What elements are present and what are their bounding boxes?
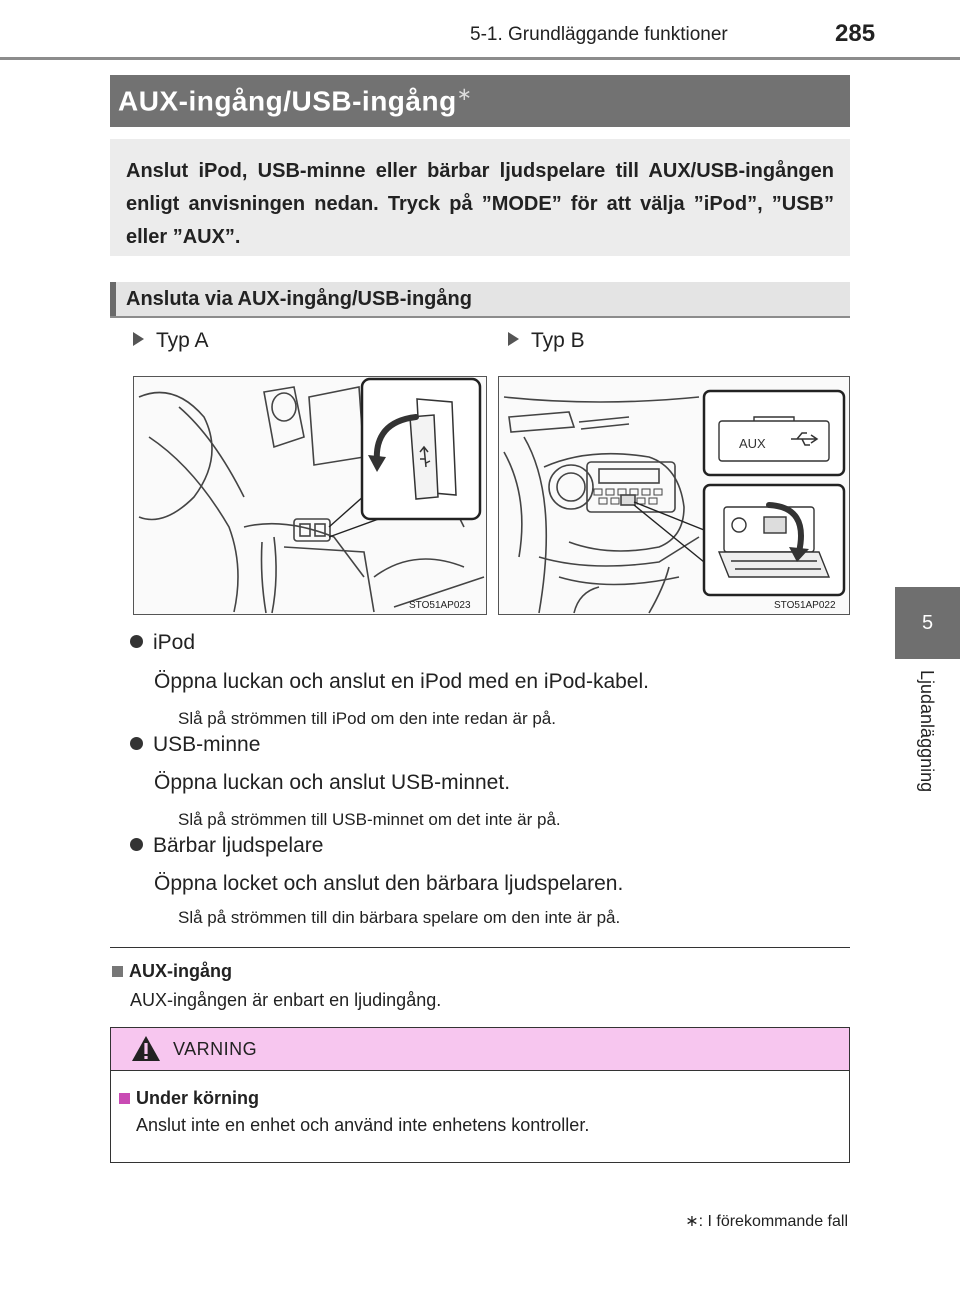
chapter-label-strip (895, 660, 960, 820)
warning-body: Anslut inte en enhet och använd inte enhetens kontroller. (136, 1115, 590, 1135)
subheading-text: Ansluta via AUX-ingång/USB-ingång (126, 288, 472, 310)
warning-icon (131, 1035, 161, 1062)
item-ipod-title (130, 631, 195, 655)
square-bullet-icon (112, 966, 123, 977)
subheading-accent (110, 282, 116, 316)
figure-type-b (498, 376, 850, 615)
item-usb-note: Slå på strömmen till USB-minnet om det inte är på. (178, 810, 561, 829)
header-rule (0, 57, 960, 60)
warning-box (110, 1027, 850, 1163)
bullet-icon (130, 635, 143, 648)
warning-subheading (119, 1088, 259, 1109)
section-divider (110, 947, 850, 948)
subheading-bar (110, 282, 850, 318)
page-title-text: AUX-ingång/USB-ingång (118, 85, 457, 117)
figure-a-code: STO51AP023 (409, 600, 471, 611)
item-ipod-description: Öppna luckan och anslut en iPod med en iPod-kabel. (154, 670, 649, 693)
aux-body: AUX-ingången är enbart en ljudingång. (130, 990, 442, 1010)
intro-text: Anslut iPod, USB-minne eller bärbar ljudspelare till AUX/USB-ingången enligt anvisningen nedan. Tryck på ”MODE” för att välja ”iPod”, ”USB” eller ”AUX”. (126, 160, 834, 248)
item-title: iPod (153, 631, 196, 654)
title-bar (110, 75, 850, 127)
aux-heading-text: AUX-ingång (129, 961, 232, 981)
square-bullet-icon (119, 1093, 130, 1104)
chapter-label: Ljudanläggning (917, 670, 937, 793)
intro-box (110, 139, 850, 256)
aux-port-label: AUX (739, 436, 766, 451)
section-header: 5-1. Grundläggande funktioner (470, 24, 728, 45)
triangle-icon (133, 332, 144, 346)
dashboard-illustration-b (499, 377, 849, 614)
item-title: USB-minne (153, 733, 261, 756)
type-a-label (133, 329, 209, 353)
item-ipod-note: Slå på strömmen till iPod om den inte redan är på. (178, 709, 556, 728)
item-portable-title (130, 834, 323, 858)
page-title (118, 84, 472, 117)
item-portable-note: Slå på strömmen till din bärbara spelare om den inte är på. (178, 908, 621, 927)
aux-heading (112, 961, 232, 982)
bullet-icon (130, 737, 143, 750)
item-portable-description: Öppna locket och anslut den bärbara ljudspelaren. (154, 872, 624, 895)
warning-subheading-text: Under körning (136, 1088, 260, 1108)
triangle-icon (508, 332, 519, 346)
chapter-tab: 5 (895, 587, 960, 659)
footnote: ∗: I förekommande fall (685, 1213, 848, 1230)
type-b-text: Typ B (531, 329, 585, 352)
footnote-mark: ∗ (456, 84, 473, 104)
type-b-label (508, 329, 585, 353)
type-a-text: Typ A (156, 329, 209, 352)
bullet-icon (130, 838, 143, 851)
item-title: Bärbar ljudspelare (153, 834, 324, 857)
page-number: 285 (835, 20, 876, 47)
warning-header (111, 1028, 849, 1071)
item-usb-description: Öppna luckan och anslut USB-minnet. (154, 771, 511, 794)
figure-b-code: STO51AP022 (774, 600, 836, 611)
dashboard-illustration-a (134, 377, 486, 614)
warning-label: VARNING (173, 1039, 258, 1059)
item-usb-title (130, 733, 260, 757)
figure-type-a (133, 376, 487, 615)
